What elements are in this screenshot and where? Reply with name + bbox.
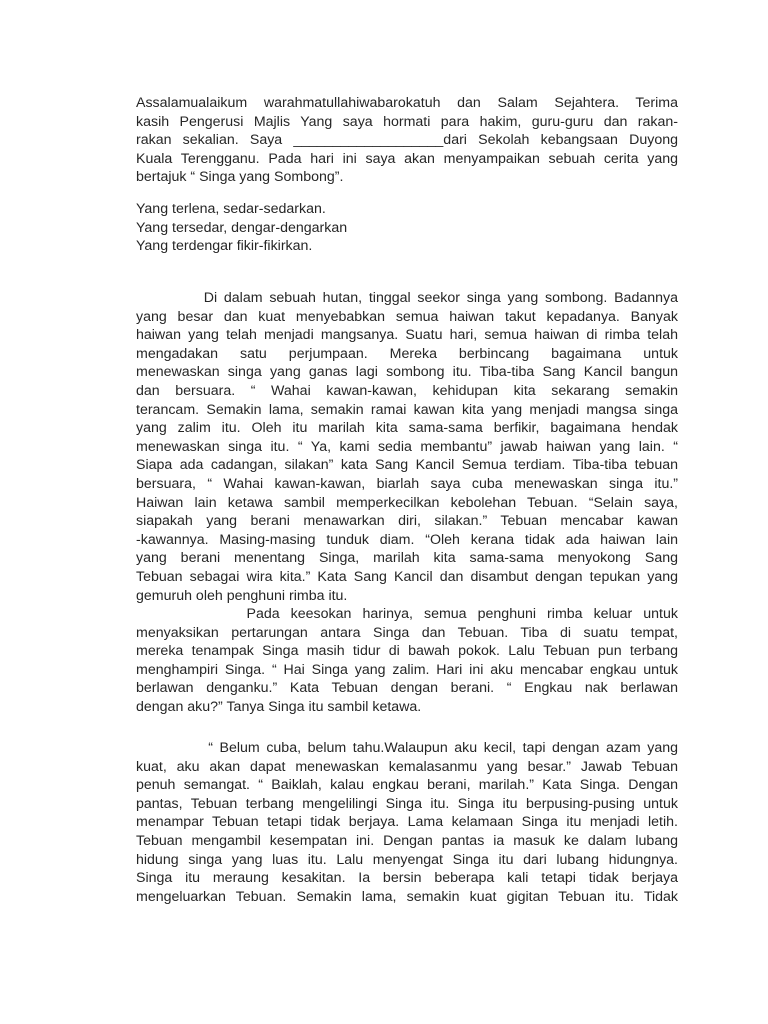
text-line: dan bersuara. “ Wahai kawan-kawan, kehidupan kita sekarang semakin (136, 382, 678, 399)
text-line: menyaksikan pertarungan antara Singa dan Tebuan. Tiba di suatu tempat, (136, 624, 678, 641)
pantun-verse (136, 200, 678, 256)
text-line: mengeluarkan Tebuan. Semakin lama, semakin kuat gigitan Tebuan itu. Tidak (136, 888, 678, 905)
text-line: yang berani menentang Singa, marilah kita sama-sama menyokong Sang (136, 550, 678, 567)
verse-line: Yang terdengar fikir-fikirkan. (136, 238, 313, 255)
text-line: menewaskan singa itu. “ Ya, kami sedia membantu” jawab haiwan yang lain. “ (136, 438, 678, 455)
text-line: haiwan yang telah menjadi mangsanya. Suatu hari, semua haiwan di rimba telah (136, 327, 678, 344)
text-line: yang zalim itu. Oleh itu marilah kita sama-sama berfikir, bagaimana hendak (136, 420, 678, 437)
text-line: menghampiri Singa. “ Hai Singa yang zalim. Hari ini aku mencabar engkau untuk (136, 661, 678, 678)
text-line: Di dalam sebuah hutan, tinggal seekor singa yang sombong. Badannya (136, 290, 678, 306)
text-line: mengadakan satu perjumpaan. Mereka berbincang bagaimana untuk (136, 345, 678, 362)
text-line: Kuala Terengganu. Pada hari ini saya akan menyampaikan sebuah cerita yang (136, 150, 678, 167)
text-line: Haiwan lain ketawa sambil memperkecilkan kebolehan Tebuan. “Selain saya, (136, 494, 678, 511)
text-line: Pada keesokan harinya, semua penghuni rimba keluar untuk (136, 606, 678, 622)
story-paragraph-2 (136, 605, 678, 717)
text-line: Siapa ada cadangan, silakan” kata Sang Kancil Semua terdiam. Tiba-tiba tebuan (136, 457, 678, 474)
text-line: rakan sekalian. Saya ___________________dari Sekolah kebangsaan Duyong (136, 132, 678, 149)
text-line: Tebuan mengambil kesempatan ini. Dengan pantas ia masuk ke dalam lubang (136, 832, 678, 849)
story-paragraph-1 (136, 289, 678, 605)
text-line: menewaskan singa yang ganas lagi sombong itu. Tiba-tiba Sang Kancil bangun (136, 364, 678, 381)
text-line: pantas, Tebuan terbang mengelilingi Singa itu. Singa itu berpusing-pusing untuk (136, 795, 678, 812)
verse-line: Yang tersedar, dengar-dengarkan (136, 219, 348, 236)
verse-line: Yang terlena, sedar-sedarkan. (136, 201, 326, 217)
text-line: Singa itu meraung kesakitan. Ia bersin beberapa kali tetapi tidak berjaya (136, 870, 678, 887)
greeting-paragraph (136, 94, 678, 187)
text-line: terancam. Semakin lama, semakin ramai kawan kita yang menjadi mangsa singa (136, 401, 678, 418)
text-line: bersuara, “ Wahai kawan-kawan, biarlah saya cuba menewaskan singa itu.” (136, 475, 678, 492)
text-line: Assalamualaikum warahmatullahiwabarokatuh dan Salam Sejahtera. Terima (136, 95, 678, 111)
story-paragraph-3 (136, 739, 678, 906)
text-line: “ Belum cuba, belum tahu.Walaupun aku kecil, tapi dengan azam yang (136, 740, 678, 756)
text-line: Tebuan sebagai wira kita.” Kata Sang Kancil dan disambut dengan tepukan yang (136, 568, 678, 585)
text-line: siapakah yang berani menawarkan diri, silakan.” Tebuan mencabar kawan (136, 513, 678, 530)
text-line: menampar Tebuan tetapi tidak berjaya. Lama kelamaan Singa itu menjadi letih. (136, 814, 678, 831)
text-line: gemuruh oleh penghuni rimba itu. (136, 587, 348, 604)
text-line: kasih Pengerusi Majlis Yang saya hormati para hakim, guru-guru dan rakan- (136, 113, 678, 130)
text-line: kuat, aku akan dapat menewaskan kemalasanmu yang besar.” Jawab Tebuan (136, 758, 678, 775)
text-line: hidung singa yang luas itu. Lalu menyengat Singa itu dari lubang hidungnya. (136, 851, 678, 868)
text-line: penuh semangat. “ Baiklah, kalau engkau berani, marilah.” Kata Singa. Dengan (136, 777, 678, 794)
text-line: yang besar dan kuat menyebabkan semua haiwan takut kepadanya. Banyak (136, 308, 678, 325)
text-line: berlawan denganku.” Kata Tebuan dengan berani. “ Engkau nak berlawan (136, 680, 678, 697)
text-line: mereka tenampak Singa masih tidur di bawah pokok. Lalu Tebuan pun terbang (136, 643, 678, 660)
text-line: bertajuk “ Singa yang Sombong”. (136, 169, 344, 186)
text-line: dengan aku?” Tanya Singa itu sambil ketawa. (136, 698, 422, 715)
text-line: -kawannya. Masing-masing tunduk diam. “Oleh kerana tidak ada haiwan lain (136, 531, 678, 548)
